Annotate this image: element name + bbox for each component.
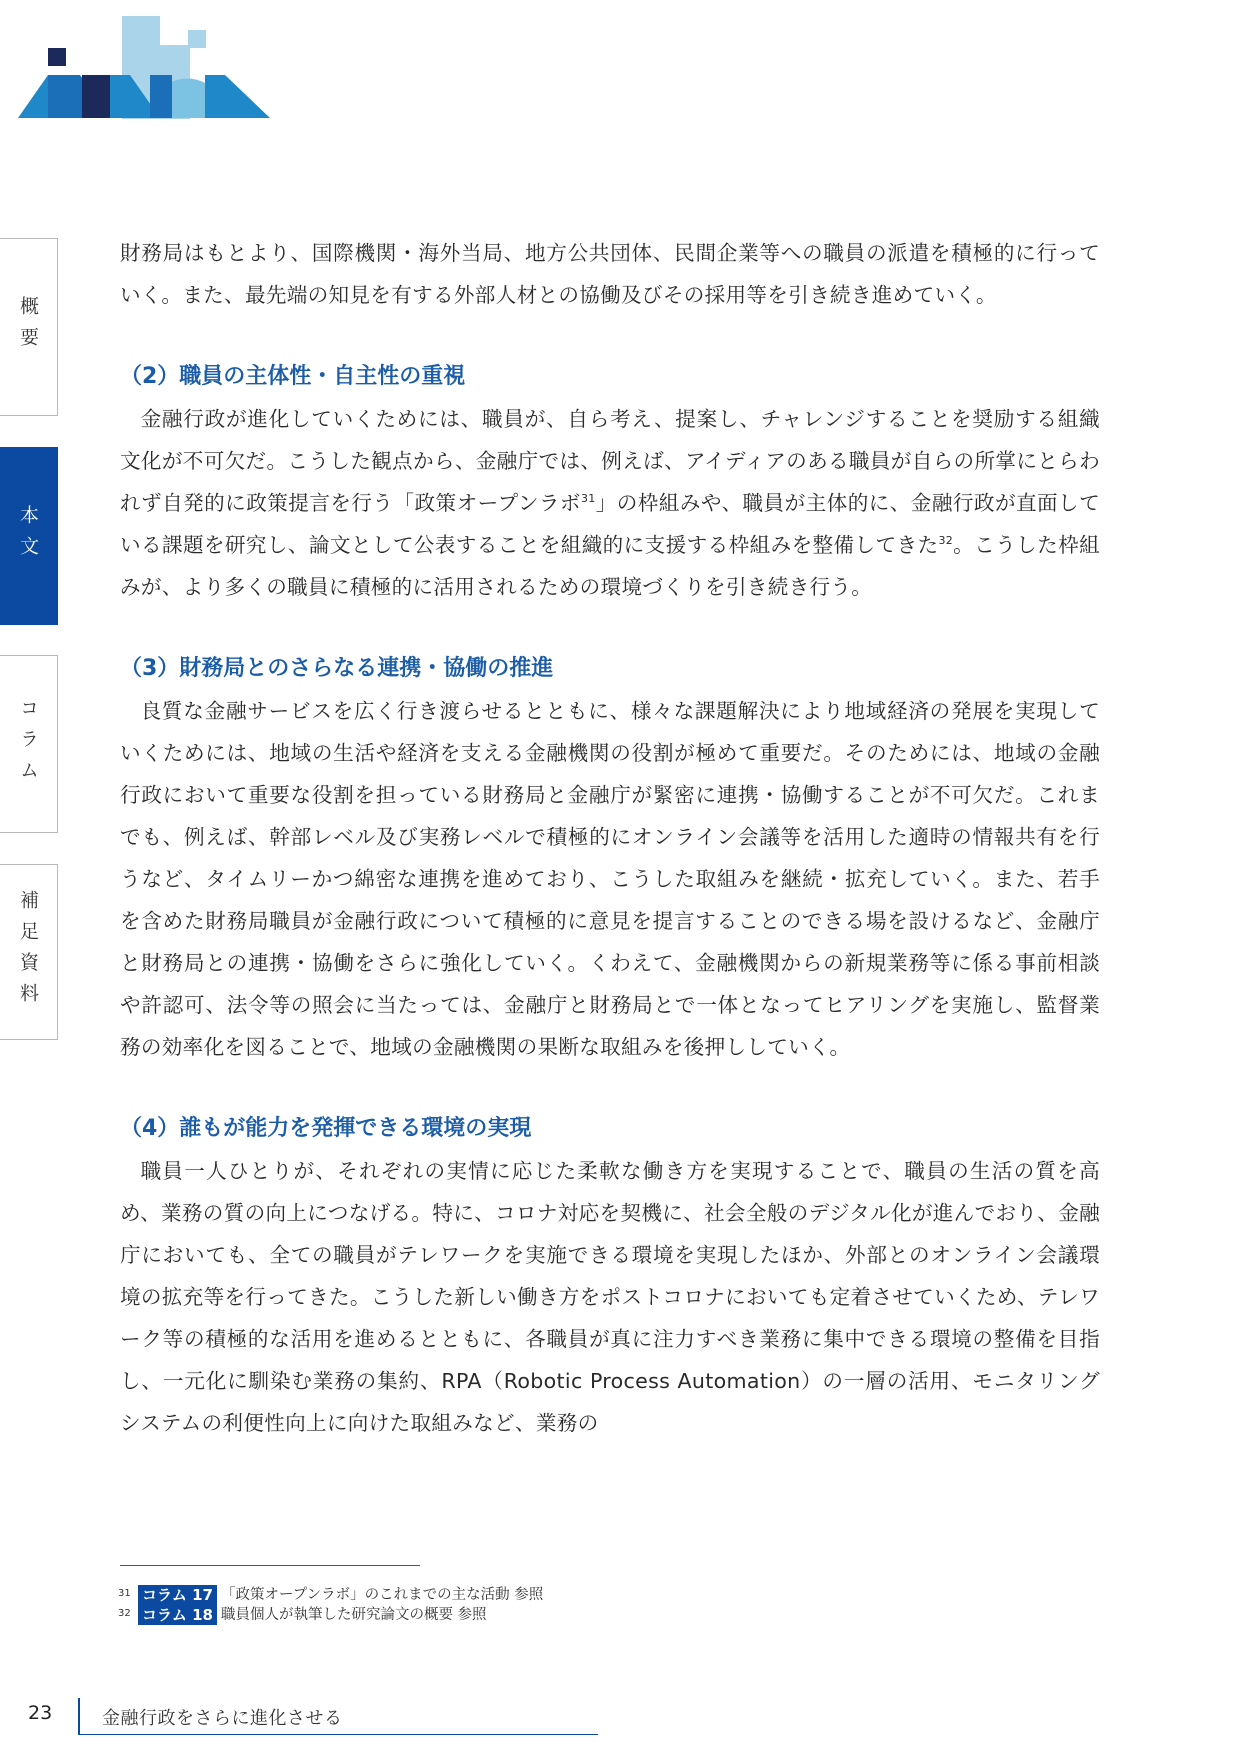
side-tab-label: 補足資料	[17, 890, 39, 1014]
side-tab-main-text[interactable]	[0, 447, 58, 625]
side-tab-label: 本文	[17, 505, 39, 567]
side-tab-supplementary[interactable]	[0, 864, 58, 1040]
section-2-text-c: 。こうした枠組みが、より多くの職員に積極的に活用されるための環境づくりを引き続き行う。	[120, 533, 1100, 599]
column-badge[interactable]: コラム 18	[138, 1605, 217, 1625]
footnotes	[118, 1585, 543, 1625]
main-content	[120, 232, 1100, 1444]
column-badge[interactable]: コラム 17	[138, 1585, 217, 1605]
section-2-text-b: 」の枠組みや、職員が主体的に、金融行政が直面している課題を研究し、論文として公表することを組織的に支援する枠組みを整備してきた	[120, 491, 1100, 557]
footer-title: 金融行政をさらに進化させる	[102, 1708, 343, 1729]
section-4-paragraph: 職員一人ひとりが、それぞれの実情に応じた柔軟な働き方を実現することで、職員の生活の質を高め、業務の質の向上につなげる。特に、コロナ対応を契機に、社会全般のデジタル化が進んでおり、金融庁においても、全ての職員がテレワークを実施できる環境を実現したほか、外部とのオンライン会議環境の拡充等を行ってきた。こうした新しい働き方をポストコロナにおいても定着させていくため、テレワーク等の積極的な活用を進めるとともに、各職員が真に注力すべき業務に集中できる環境の整備を目指し、一元化に馴染む業務の集約、RPA（Robotic Process Automation）の一層の活用、モニタリングシステムの利便性向上に向けた取組みなど、業務の	[120, 1159, 1100, 1435]
side-tab-label: コラム	[17, 697, 39, 791]
side-tab-column[interactable]	[0, 655, 58, 833]
side-tab-label: 概要	[17, 296, 39, 358]
section-2-text-a: 金融行政が進化していくためには、職員が、自ら考え、提案し、チャレンジすることを奨励する組織文化が不可欠だ。こうした観点から、金融庁では、例えば、アイディアのある職員が自らの所掌にとらわれず自発的に政策提言を行う「政策オープンラボ	[120, 407, 1100, 515]
section-2-paragraph	[120, 398, 1100, 608]
footer-divider	[78, 1698, 80, 1734]
section-3-heading: （3）財務局とのさらなる連携・協働の推進	[120, 656, 554, 681]
section-4-heading: （4）誰もが能力を発揮できる環境の実現	[120, 1116, 532, 1141]
footnote-text: 「政策オープンラボ」のこれまでの主な活動 参照	[220, 1587, 544, 1603]
section-2-heading: （2）職員の主体性・自主性の重視	[120, 364, 466, 389]
footnote-divider	[120, 1565, 420, 1566]
page-number: 23	[28, 1702, 53, 1724]
intro-paragraph: 財務局はもとより、国際機関・海外当局、地方公共団体、民間企業等への職員の派遣を積極的に行っていく。また、最先端の知見を有する外部人材との協働及びその採用等を引き続き進めていく。	[120, 241, 1100, 307]
footnote-item	[118, 1605, 543, 1625]
footnote-ref-31[interactable]: 31	[580, 492, 596, 506]
header-logo-graphic	[0, 0, 270, 125]
section-3-paragraph: 良質な金融サービスを広く行き渡らせるとともに、様々な課題解決により地域経済の発展を実現していくためには、地域の生活や経済を支える金融機関の役割が極めて重要だ。そのためには、地域の金融行政において重要な役割を担っている財務局と金融庁が緊密に連携・協働することが不可欠だ。これまでも、例えば、幹部レベル及び実務レベルで積極的にオンライン会議等を活用した適時の情報共有を行うなど、タイムリーかつ綿密な連携を進めており、こうした取組みを継続・拡充していく。また、若手を含めた財務局職員が金融行政について積極的に意見を提言することのできる場を設けるなど、金融庁と財務局との連携・協働をさらに強化していく。くわえて、金融機関からの新規業務等に係る事前相談や許認可、法令等の照会に当たっては、金融庁と財務局とで一体となってヒアリングを実施し、監督業務の効率化を図ることで、地域の金融機関の果断な取組みを後押ししていく。	[120, 699, 1100, 1059]
page-footer	[0, 1694, 600, 1738]
footnote-number: 32	[118, 1608, 131, 1619]
side-tab-overview[interactable]	[0, 238, 58, 416]
footnote-item	[118, 1585, 543, 1605]
footnote-ref-32[interactable]: 32	[938, 534, 954, 548]
footnote-text: 職員個人が執筆した研究論文の概要 参照	[220, 1607, 487, 1623]
footnote-number: 31	[118, 1588, 131, 1599]
footer-underline	[78, 1734, 598, 1735]
